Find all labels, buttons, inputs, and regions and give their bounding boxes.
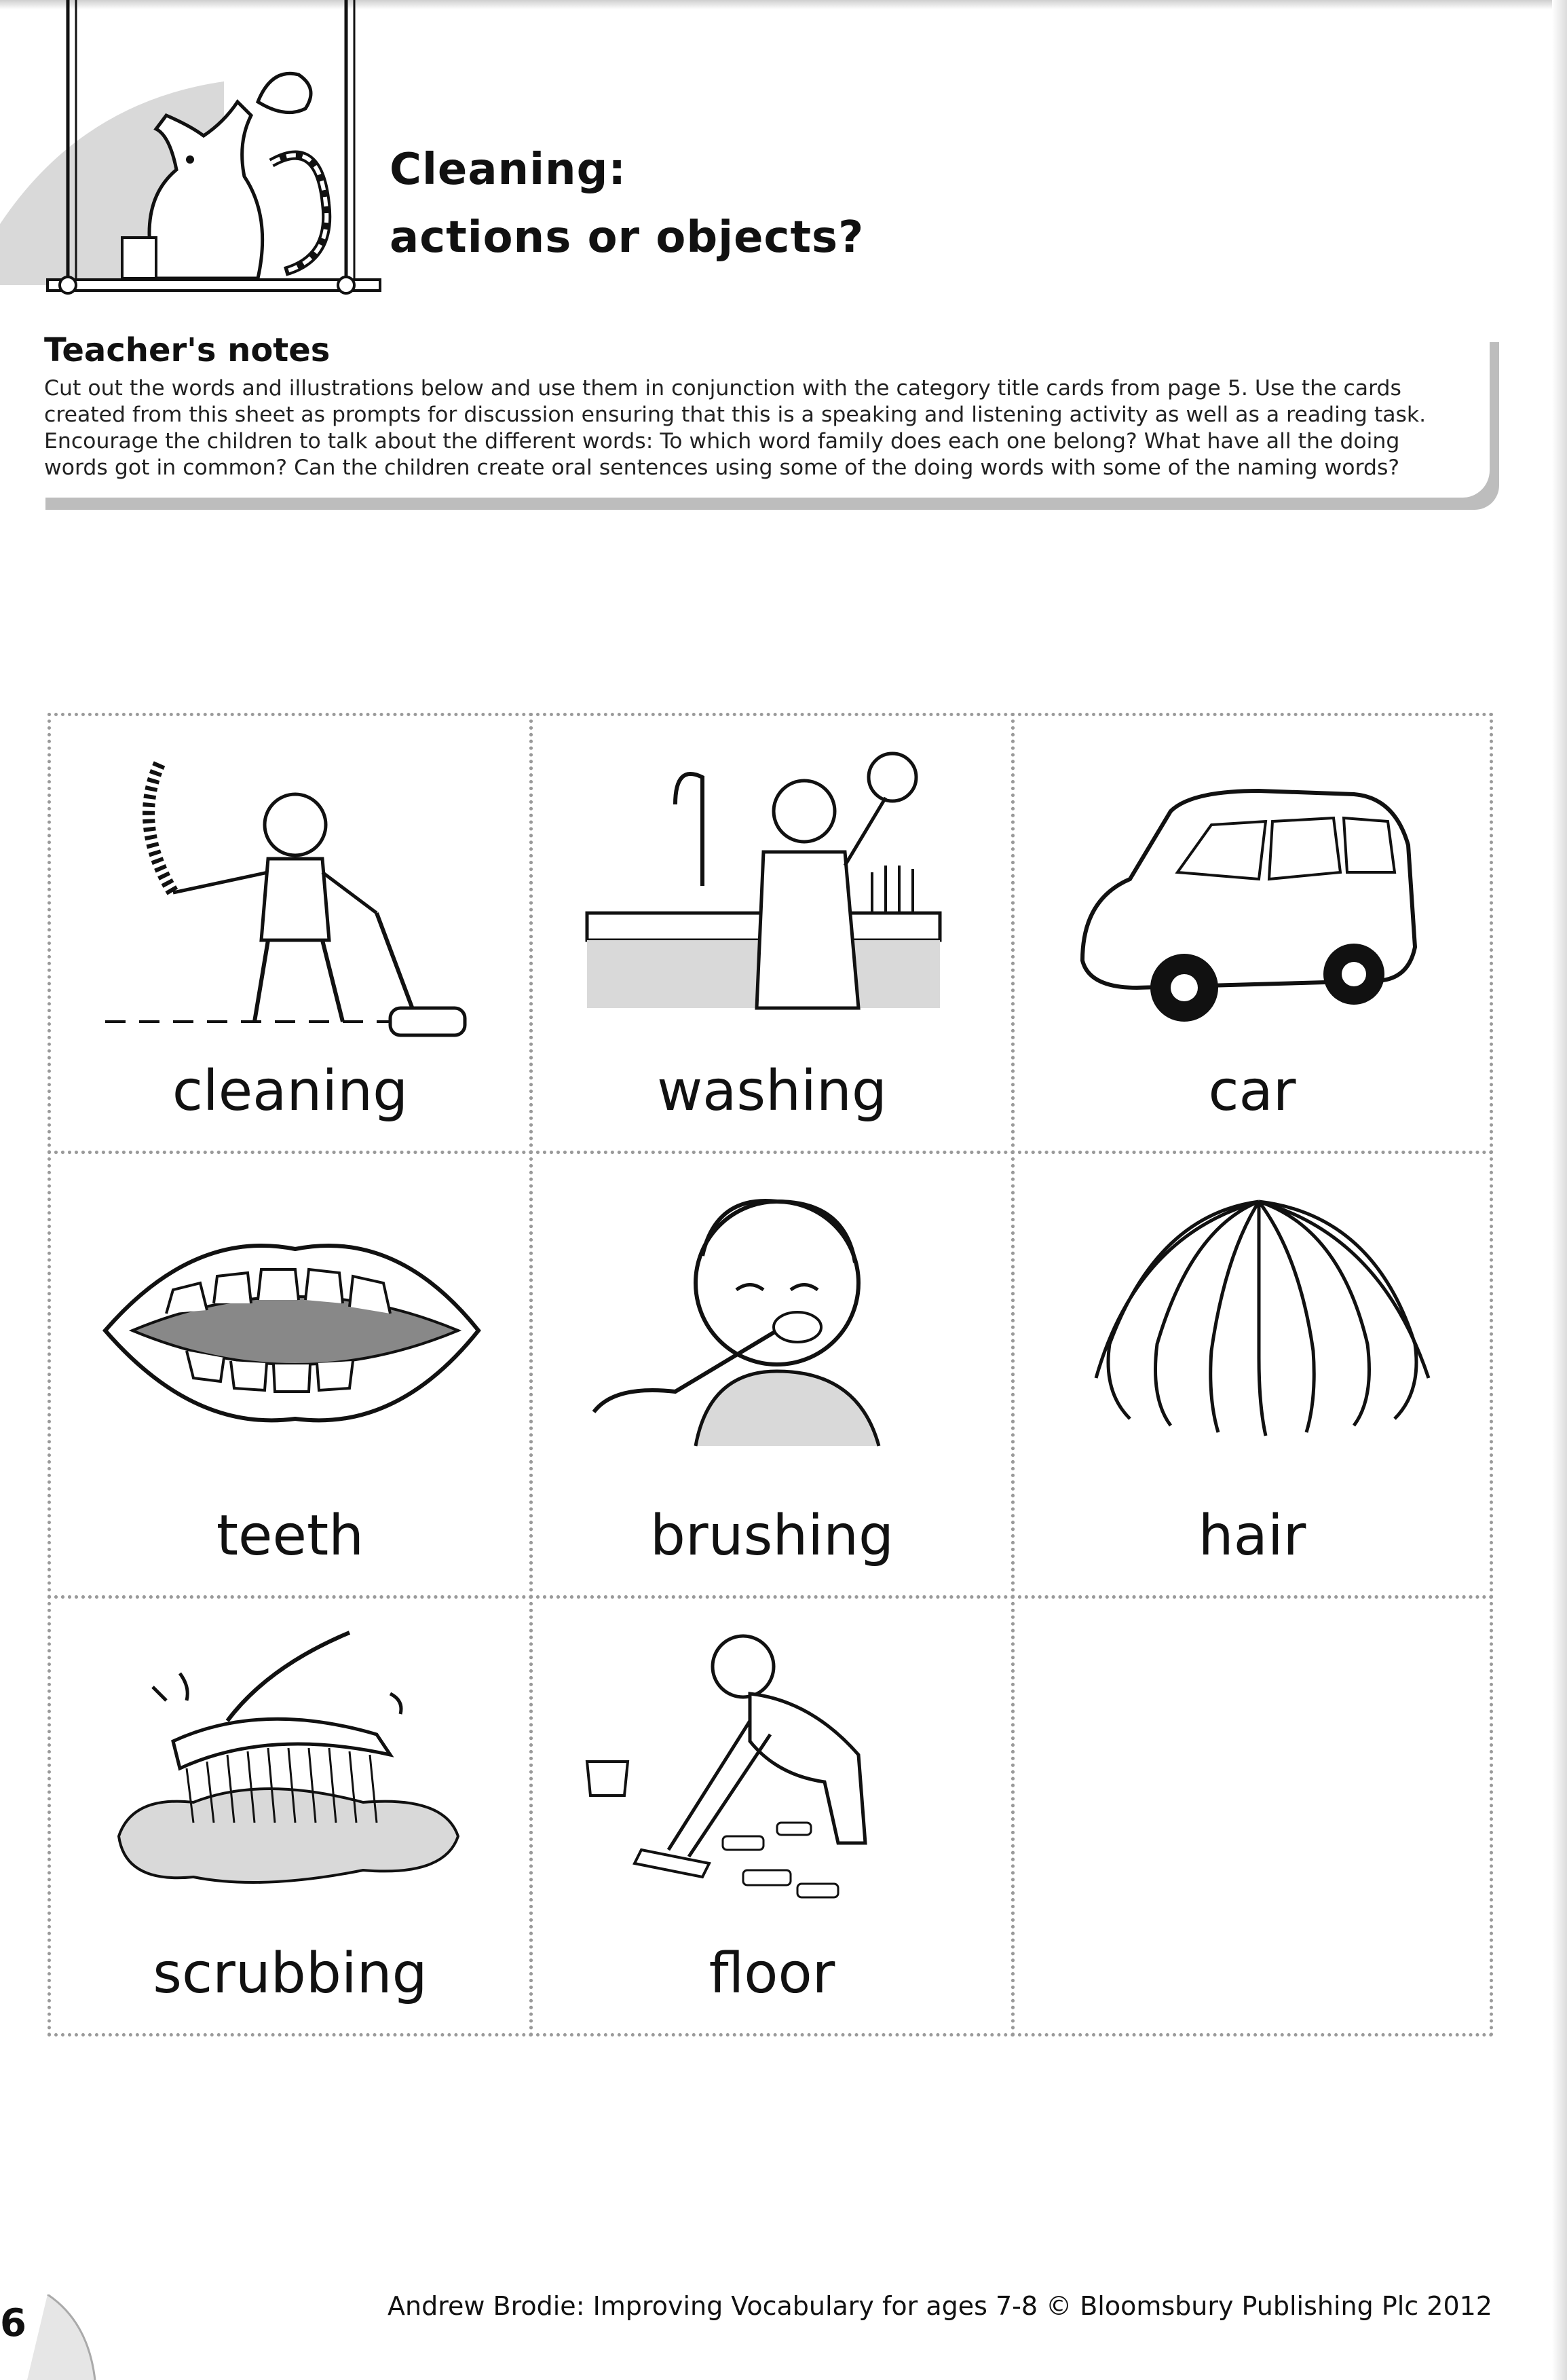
- page-title: [390, 136, 864, 272]
- card-word: teeth: [216, 1504, 364, 1568]
- teacher-notes-heading: Teacher's notes: [44, 331, 331, 369]
- card-word: cleaning: [172, 1059, 409, 1123]
- word-card[interactable]: [529, 1151, 1015, 1599]
- word-card[interactable]: [48, 713, 533, 1154]
- teacher-notes-line: created from this sheet as prompts for discussion ensuring that this is a speaking and listening activity as well as a reading task.: [44, 403, 1427, 427]
- teeth-icon: [92, 1174, 492, 1514]
- card-word: scrubbing: [153, 1941, 428, 2006]
- word-card[interactable]: [529, 713, 1015, 1154]
- cat-on-swing-icon: [0, 0, 394, 305]
- card-word: car: [1208, 1059, 1296, 1123]
- scrubbing-brush-icon: [92, 1619, 492, 1958]
- page-corner-curl: [27, 2294, 109, 2380]
- title-line-1: Cleaning:: [390, 145, 626, 195]
- word-card[interactable]: [48, 1595, 533, 2037]
- car-icon: [1055, 737, 1456, 1076]
- washing-dishes-icon: [573, 737, 974, 1076]
- word-card-empty[interactable]: [1011, 1595, 1493, 2037]
- word-card[interactable]: [48, 1151, 533, 1599]
- word-card[interactable]: [529, 1595, 1015, 2037]
- person-cleaning-icon: [92, 737, 492, 1076]
- word-card-grid: [48, 713, 1493, 2037]
- girl-scrubbing-floor-icon: [573, 1619, 974, 1958]
- card-word: brushing: [649, 1504, 894, 1568]
- copyright-credit: Andrew Brodie: Improving Vocabulary for ages 7-8 © Bloomsbury Publishing Plc 2012: [388, 2291, 1492, 2321]
- teacher-notes-line: Cut out the words and illustrations below and use them in conjunction with the category title cards from page 5. Use the cards: [44, 376, 1401, 401]
- card-word: floor: [709, 1941, 835, 2006]
- teacher-notes-line: Encourage the children to talk about the different words: To which word family does each one belong? What have all the doing: [44, 429, 1400, 453]
- teacher-notes-line: words got in common? Can the children create oral sentences using some of the doing words with some of the naming words?: [44, 455, 1400, 480]
- card-word: washing: [657, 1059, 887, 1123]
- child-brushing-teeth-icon: [573, 1174, 974, 1514]
- word-card[interactable]: [1011, 1151, 1493, 1599]
- card-word: hair: [1198, 1504, 1306, 1568]
- teacher-notes-text: [44, 375, 1483, 481]
- hair-icon: [1055, 1174, 1456, 1514]
- page-number: 6: [0, 2301, 26, 2345]
- word-card[interactable]: [1011, 713, 1493, 1154]
- title-line-2: actions or objects?: [390, 212, 865, 263]
- page-right-edge: [1552, 0, 1567, 2380]
